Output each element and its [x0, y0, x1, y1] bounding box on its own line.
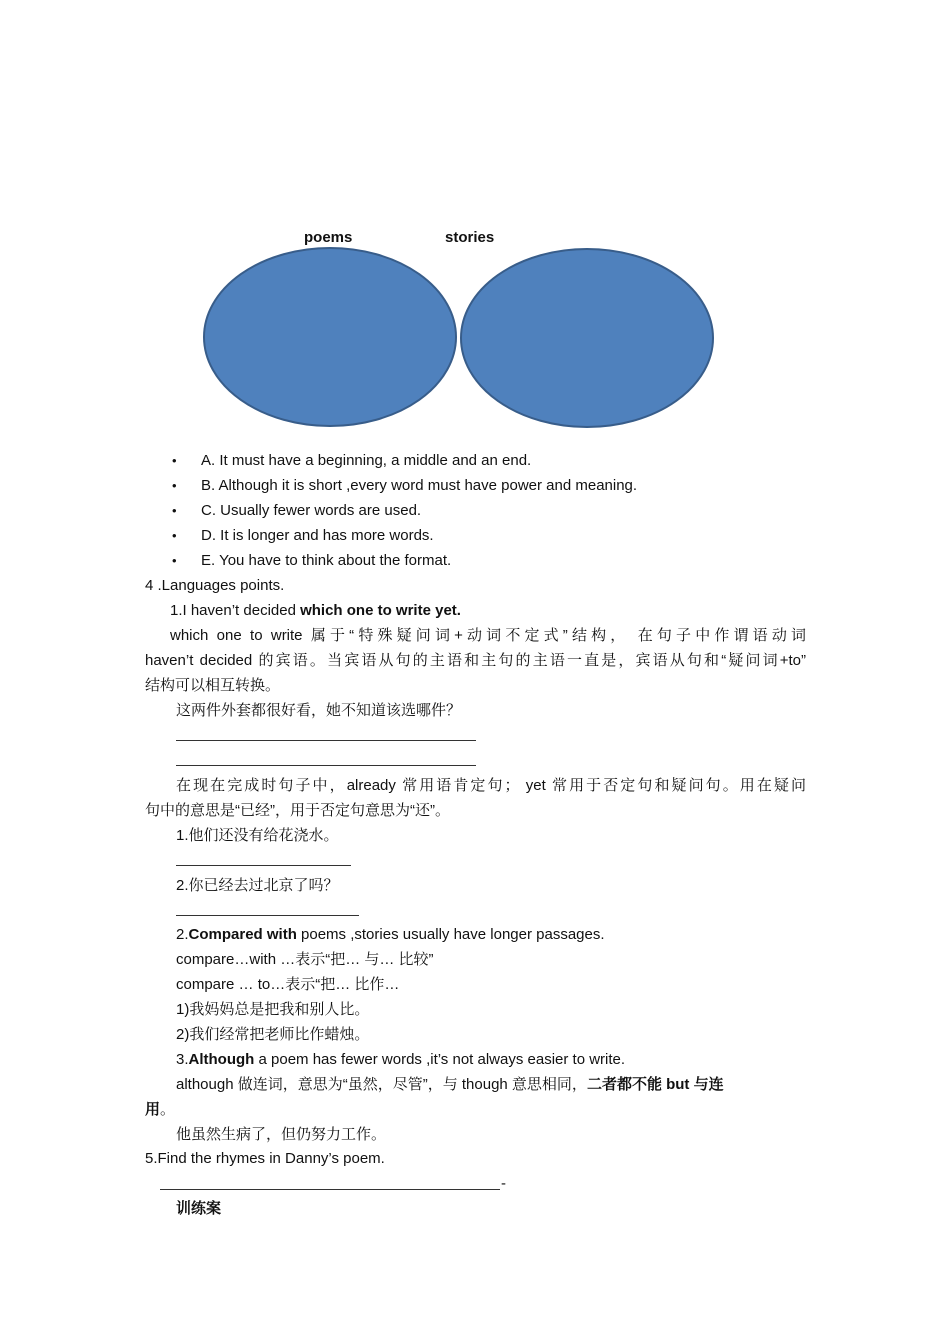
- bullet-symbol: •: [172, 453, 177, 468]
- list-item: B. Although it is short ,every word must have power and meaning.: [201, 477, 638, 494]
- point-keyphrase: Compared with: [188, 926, 297, 943]
- explanation-line: [145, 1097, 175, 1122]
- note-line: 句中的意思是“已经”，用于否定句意思为“还”。: [145, 802, 450, 819]
- point-prefix: 2.: [176, 926, 189, 943]
- venn-diagram: [195, 240, 725, 440]
- poems-circle: [204, 248, 456, 426]
- explanation-emphasis: 二者都不能 but 与连: [586, 1076, 724, 1093]
- venn-label-poems: poems: [304, 229, 353, 246]
- point-keyphrase: which one to write yet.: [300, 602, 461, 619]
- list-item: C. Usually fewer words are used.: [201, 502, 422, 519]
- exercise-sentence: 1.他们还没有给花浇水。: [176, 827, 339, 844]
- stories-circle: [461, 249, 713, 427]
- answer-blank: [160, 1189, 500, 1190]
- explanation-text: although 做连词，意思为“虽然，尽管”，与 though 意思相同，: [176, 1076, 587, 1093]
- explanation-emphasis: 用: [145, 1101, 161, 1118]
- exercise-sentence: 他虽然生病了，但仍努力工作。: [176, 1126, 387, 1143]
- explanation-line: haven’t decided 的宾语。当宾语从句的主语和主句的主语一直是，宾语从句和“疑问词+to”: [145, 652, 806, 669]
- section-heading: 5.Find the rhymes in Danny’s poem.: [145, 1150, 385, 1167]
- line-end-mark: -: [501, 1175, 506, 1192]
- note-line: 在现在完成时句子中，already 常用语肯定句； yet 常用于否定句和疑问句。用在疑问: [176, 777, 806, 794]
- section-heading: 4 .Languages points.: [145, 577, 285, 594]
- point-prefix: 1.I haven’t decided: [170, 602, 301, 619]
- bullet-symbol: •: [172, 478, 177, 493]
- venn-label-stories: stories: [445, 229, 495, 246]
- explanation-line: 结构可以相互转换。: [145, 677, 281, 694]
- answer-blank: [176, 765, 476, 766]
- explanation-line: which one to write 属于“特殊疑问词+动词不定式”结构， 在句子中作谓语动词: [170, 627, 806, 644]
- point-keyphrase: Although: [188, 1051, 255, 1068]
- list-item: E. You have to think about the format.: [201, 552, 452, 569]
- usage-line: compare…with …表示“把… 与… 比较”: [176, 951, 434, 968]
- bullet-symbol: •: [172, 528, 177, 543]
- point-prefix: 3.: [176, 1051, 189, 1068]
- explanation-line: [176, 1072, 724, 1097]
- language-point-3: [176, 1047, 625, 1072]
- bullet-symbol: •: [172, 503, 177, 518]
- list-item: A. It must have a beginning, a middle and an end.: [201, 452, 532, 469]
- exercise-sentence: 1)我妈妈总是把我和别人比。: [176, 1001, 370, 1018]
- language-point-2: [176, 922, 605, 947]
- exercise-sentence: 2)我们经常把老师比作蜡烛。: [176, 1026, 370, 1043]
- list-item: D. It is longer and has more words.: [201, 527, 434, 544]
- exercise-sentence: 这两件外套都很好看，她不知道该选哪件？: [176, 702, 462, 719]
- bullet-symbol: •: [172, 553, 177, 568]
- answer-blank: [176, 915, 359, 916]
- explanation-text: 。: [160, 1101, 176, 1118]
- point-rest: poems ,stories usually have longer passages.: [296, 926, 605, 943]
- point-rest: a poem has fewer words ,it’s not always easier to write.: [254, 1051, 626, 1068]
- language-point-1: [170, 598, 461, 623]
- exercise-sentence: 2.你已经去过北京了吗？: [176, 877, 339, 894]
- training-title: 训练案: [176, 1200, 222, 1217]
- usage-line: compare … to…表示“把… 比作…: [176, 976, 400, 993]
- answer-blank: [176, 740, 476, 741]
- answer-blank: [176, 865, 351, 866]
